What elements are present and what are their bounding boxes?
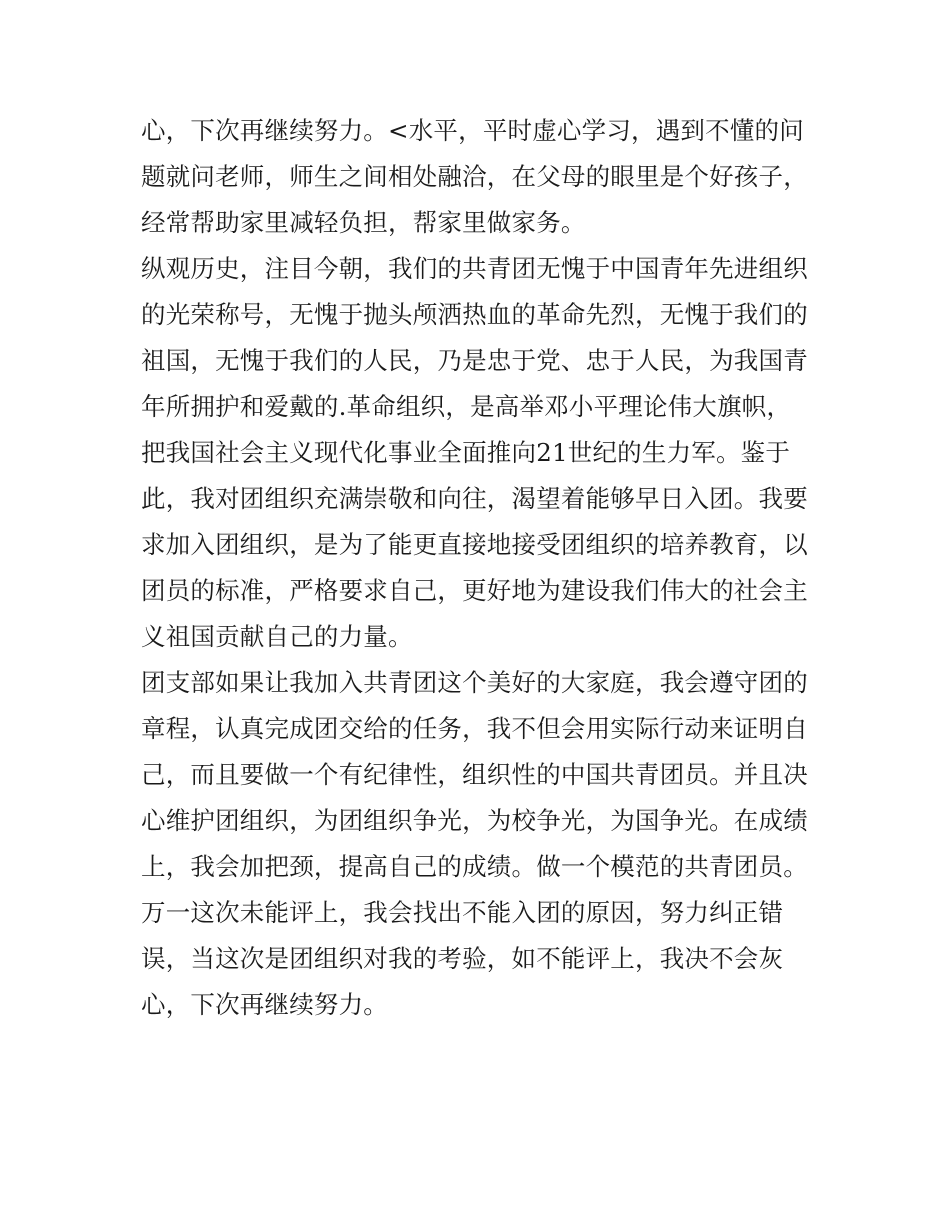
text-line: 纵观历史，注目今朝，我们的共青团无愧于中国青年先进组织 xyxy=(141,254,808,283)
text-line: 章程，认真完成团交给的任务，我不但会用实际行动来证明自 xyxy=(141,714,808,743)
text-line: 祖国，无愧于我们的人民，乃是忠于党、忠于人民，为我国青 xyxy=(141,346,808,375)
text-line: 心，下次再继续努力。 xyxy=(141,990,388,1019)
text-line: 求加入团组织，是为了能更直接地接受团组织的培养教育，以 xyxy=(141,530,808,559)
text-line: 团员的标准，严格要求自己，更好地为建设我们伟大的社会主 xyxy=(141,576,808,605)
text-line: 把我国社会主义现代化事业全面推向21世纪的生力军。鉴于 xyxy=(141,438,791,467)
text-line: 误，当这次是团组织对我的考验，如不能评上，我决不会灰 xyxy=(141,944,784,973)
text-line: 的光荣称号，无愧于抛头颅洒热血的革命先烈，无愧于我们的 xyxy=(141,300,808,329)
text-line: 题就问老师，师生之间相处融洽，在父母的眼里是个好孩子， xyxy=(141,162,808,191)
text-line: 万一这次未能评上，我会找出不能入团的原因，努力纠正错 xyxy=(141,898,784,927)
text-line: 义祖国贡献自己的力量。 xyxy=(141,622,413,651)
text-line: 年所拥护和爱戴的.革命组织，是高举邓小平理论伟大旗帜， xyxy=(141,392,792,421)
text-line: 心维护团组织，为团组织争光，为校争光，为国争光。在成绩 xyxy=(141,806,808,835)
text-line: 己，而且要做一个有纪律性，组织性的中国共青团员。并且决 xyxy=(141,760,808,789)
text-line: 此，我对团组织充满崇敬和向往，渴望着能够早日入团。我要 xyxy=(141,484,808,513)
text-line: 上，我会加把颈，提高自己的成绩。做一个模范的共青团员。 xyxy=(141,852,808,881)
document-body xyxy=(141,108,821,1028)
text-line: 经常帮助家里减轻负担，帮家里做家务。 xyxy=(141,208,586,237)
text-line: 心，下次再继续努力。<水平，平时虚心学习，遇到不懂的问 xyxy=(141,116,804,145)
text-line: 团支部如果让我加入共青团这个美好的大家庭，我会遵守团的 xyxy=(141,668,808,697)
